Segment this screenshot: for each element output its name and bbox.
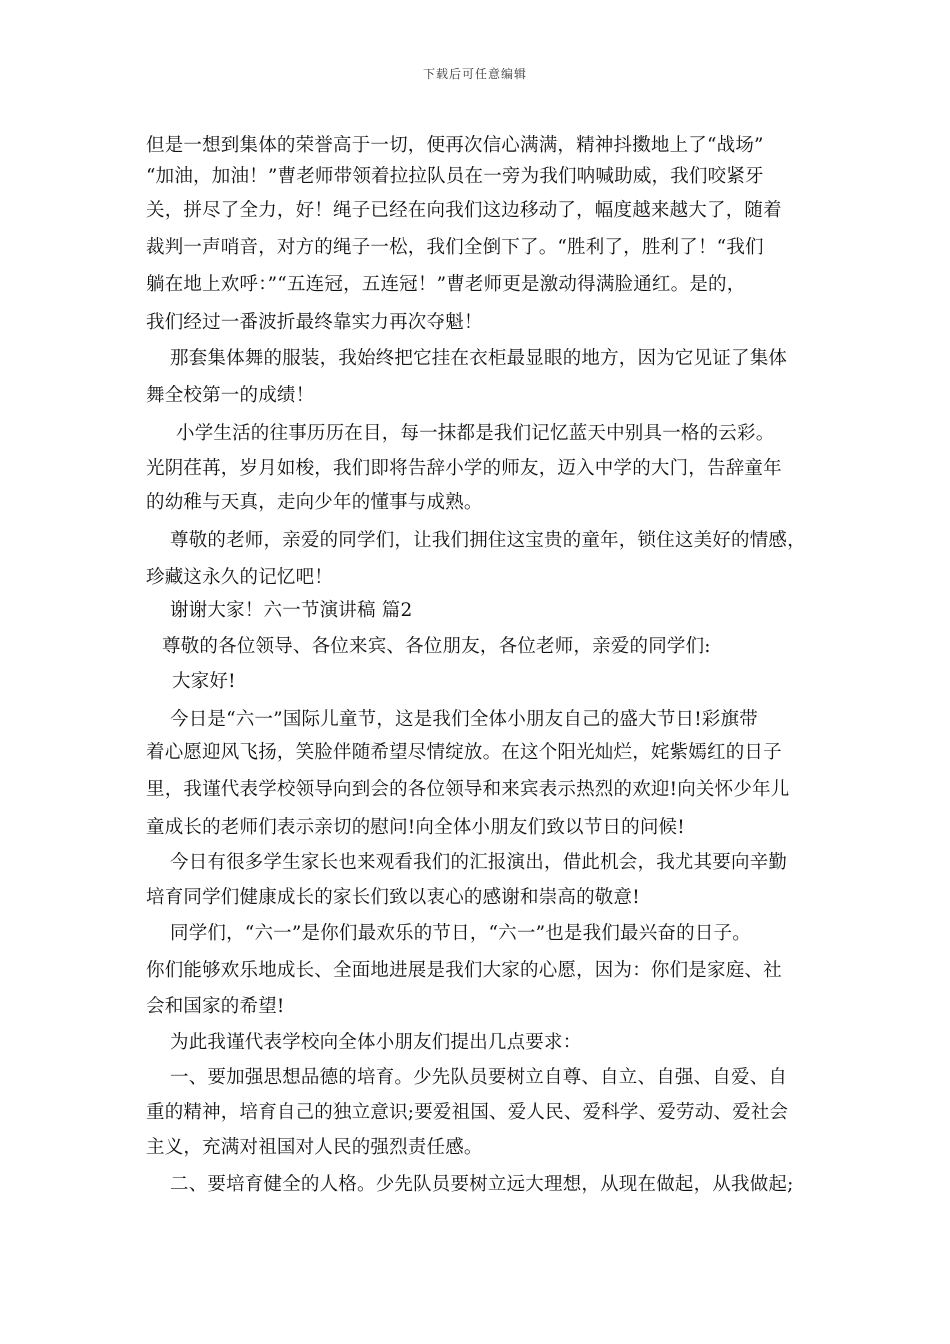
text-line: 光阴荏苒，岁月如梭，我们即将告辞小学的师友，迈入中学的大门，告辞童年 [146,458,782,479]
text-line: 尊敬的各位领导、各位来宾、各位朋友，各位老师，亲爱的同学们: [162,636,711,657]
text-line: 主义，充满对祖国对人民的强烈责任感。 [146,1137,483,1158]
text-line: 大家好! [172,671,236,692]
text-line: 今日是“六一”国际儿童节，这是我们全体小朋友自己的盛大节日!彩旗带 [170,709,758,730]
text-line: 培育同学们健康成长的家长们致以衷心的感谢和崇高的敬意! [146,887,640,908]
text-line: 关，拼尽了全力，好！绳子已经在向我们这边移动了，幅度越来越大了，随着 [146,200,782,221]
section-title: 谢谢大家！六一节演讲稿 篇2 [170,600,413,621]
text-line: 会和国家的希望! [146,996,285,1017]
text-line: “加油，加油！”曹老师带领着拉拉队员在一旁为我们呐喊助威，我们咬紧牙 [146,166,764,187]
text-line: 躺在地上欢呼：”“五连冠，五连冠！”曹老师更是激动得满脸通红。是的， [146,274,746,295]
text-line: 尊敬的老师，亲爱的同学们，让我们拥住这宝贵的童年，锁住这美好的情感， [170,530,806,551]
text-line: 着心愿迎风飞扬，笑脸伴随希望尽情绽放。在这个阳光灿烂，姹紫嫣红的日子 [146,742,782,763]
text-line: 珍藏这永久的记忆吧！ [146,567,334,588]
text-line: 你们能够欢乐地成长、全面地进展是我们大家的心愿，因为：你们是家庭、社 [146,960,782,981]
text-line: 裁判一声哨音，对方的绳子一松，我们全倒下了。“胜利了，胜利了！“我们 [146,237,764,258]
text-line: 为此我谨代表学校向全体小朋友们提出几点要求： [170,1032,582,1053]
page-header: 下载后可任意编辑 [422,67,527,81]
text-line: 小学生活的往事历历在目，每一抹都是我们记忆蓝天中别具一格的云彩。 [176,423,775,444]
text-line: 的幼稚与天真，走向少年的懂事与成熟。 [146,492,483,513]
text-line: 同学们，“六一”是你们最欢乐的节日，“六一”也是我们最兴奋的日子。 [170,923,751,944]
text-line: 重的精神，培育自己的独立意识;要爱祖国、爱人民、爱科学、爱劳动、爱社会 [146,1102,789,1123]
text-line: 童成长的老师们表示亲切的慰问!向全体小朋友们致以节日的问候! [146,817,685,838]
text-line: 二、要培育健全的人格。少先队员要树立远大理想，从现在做起，从我做起; [170,1174,794,1195]
text-line: 但是一想到集体的荣誉高于一切，便再次信心满满，精神抖擞地上了“战场” [146,135,764,156]
text-line: 舞全校第一的成绩！ [146,385,315,406]
text-line: 今日有很多学生家长也来观看我们的汇报演出，借此机会，我尤其要向辛勤 [170,852,788,873]
text-line: 里，我谨代表学校领导向到会的各位领导和来宾表示热烈的欢迎!向关怀少年儿 [146,779,790,800]
text-line: 一、要加强思想品德的培育。少先队员要树立自尊、自立、自强、自爱、自 [170,1067,788,1088]
text-line: 我们经过一番波折最终靠实力再次夺魁！ [146,312,483,333]
text-line: 那套集体舞的服装，我始终把它挂在衣柜最显眼的地方，因为它见证了集体 [170,348,788,369]
